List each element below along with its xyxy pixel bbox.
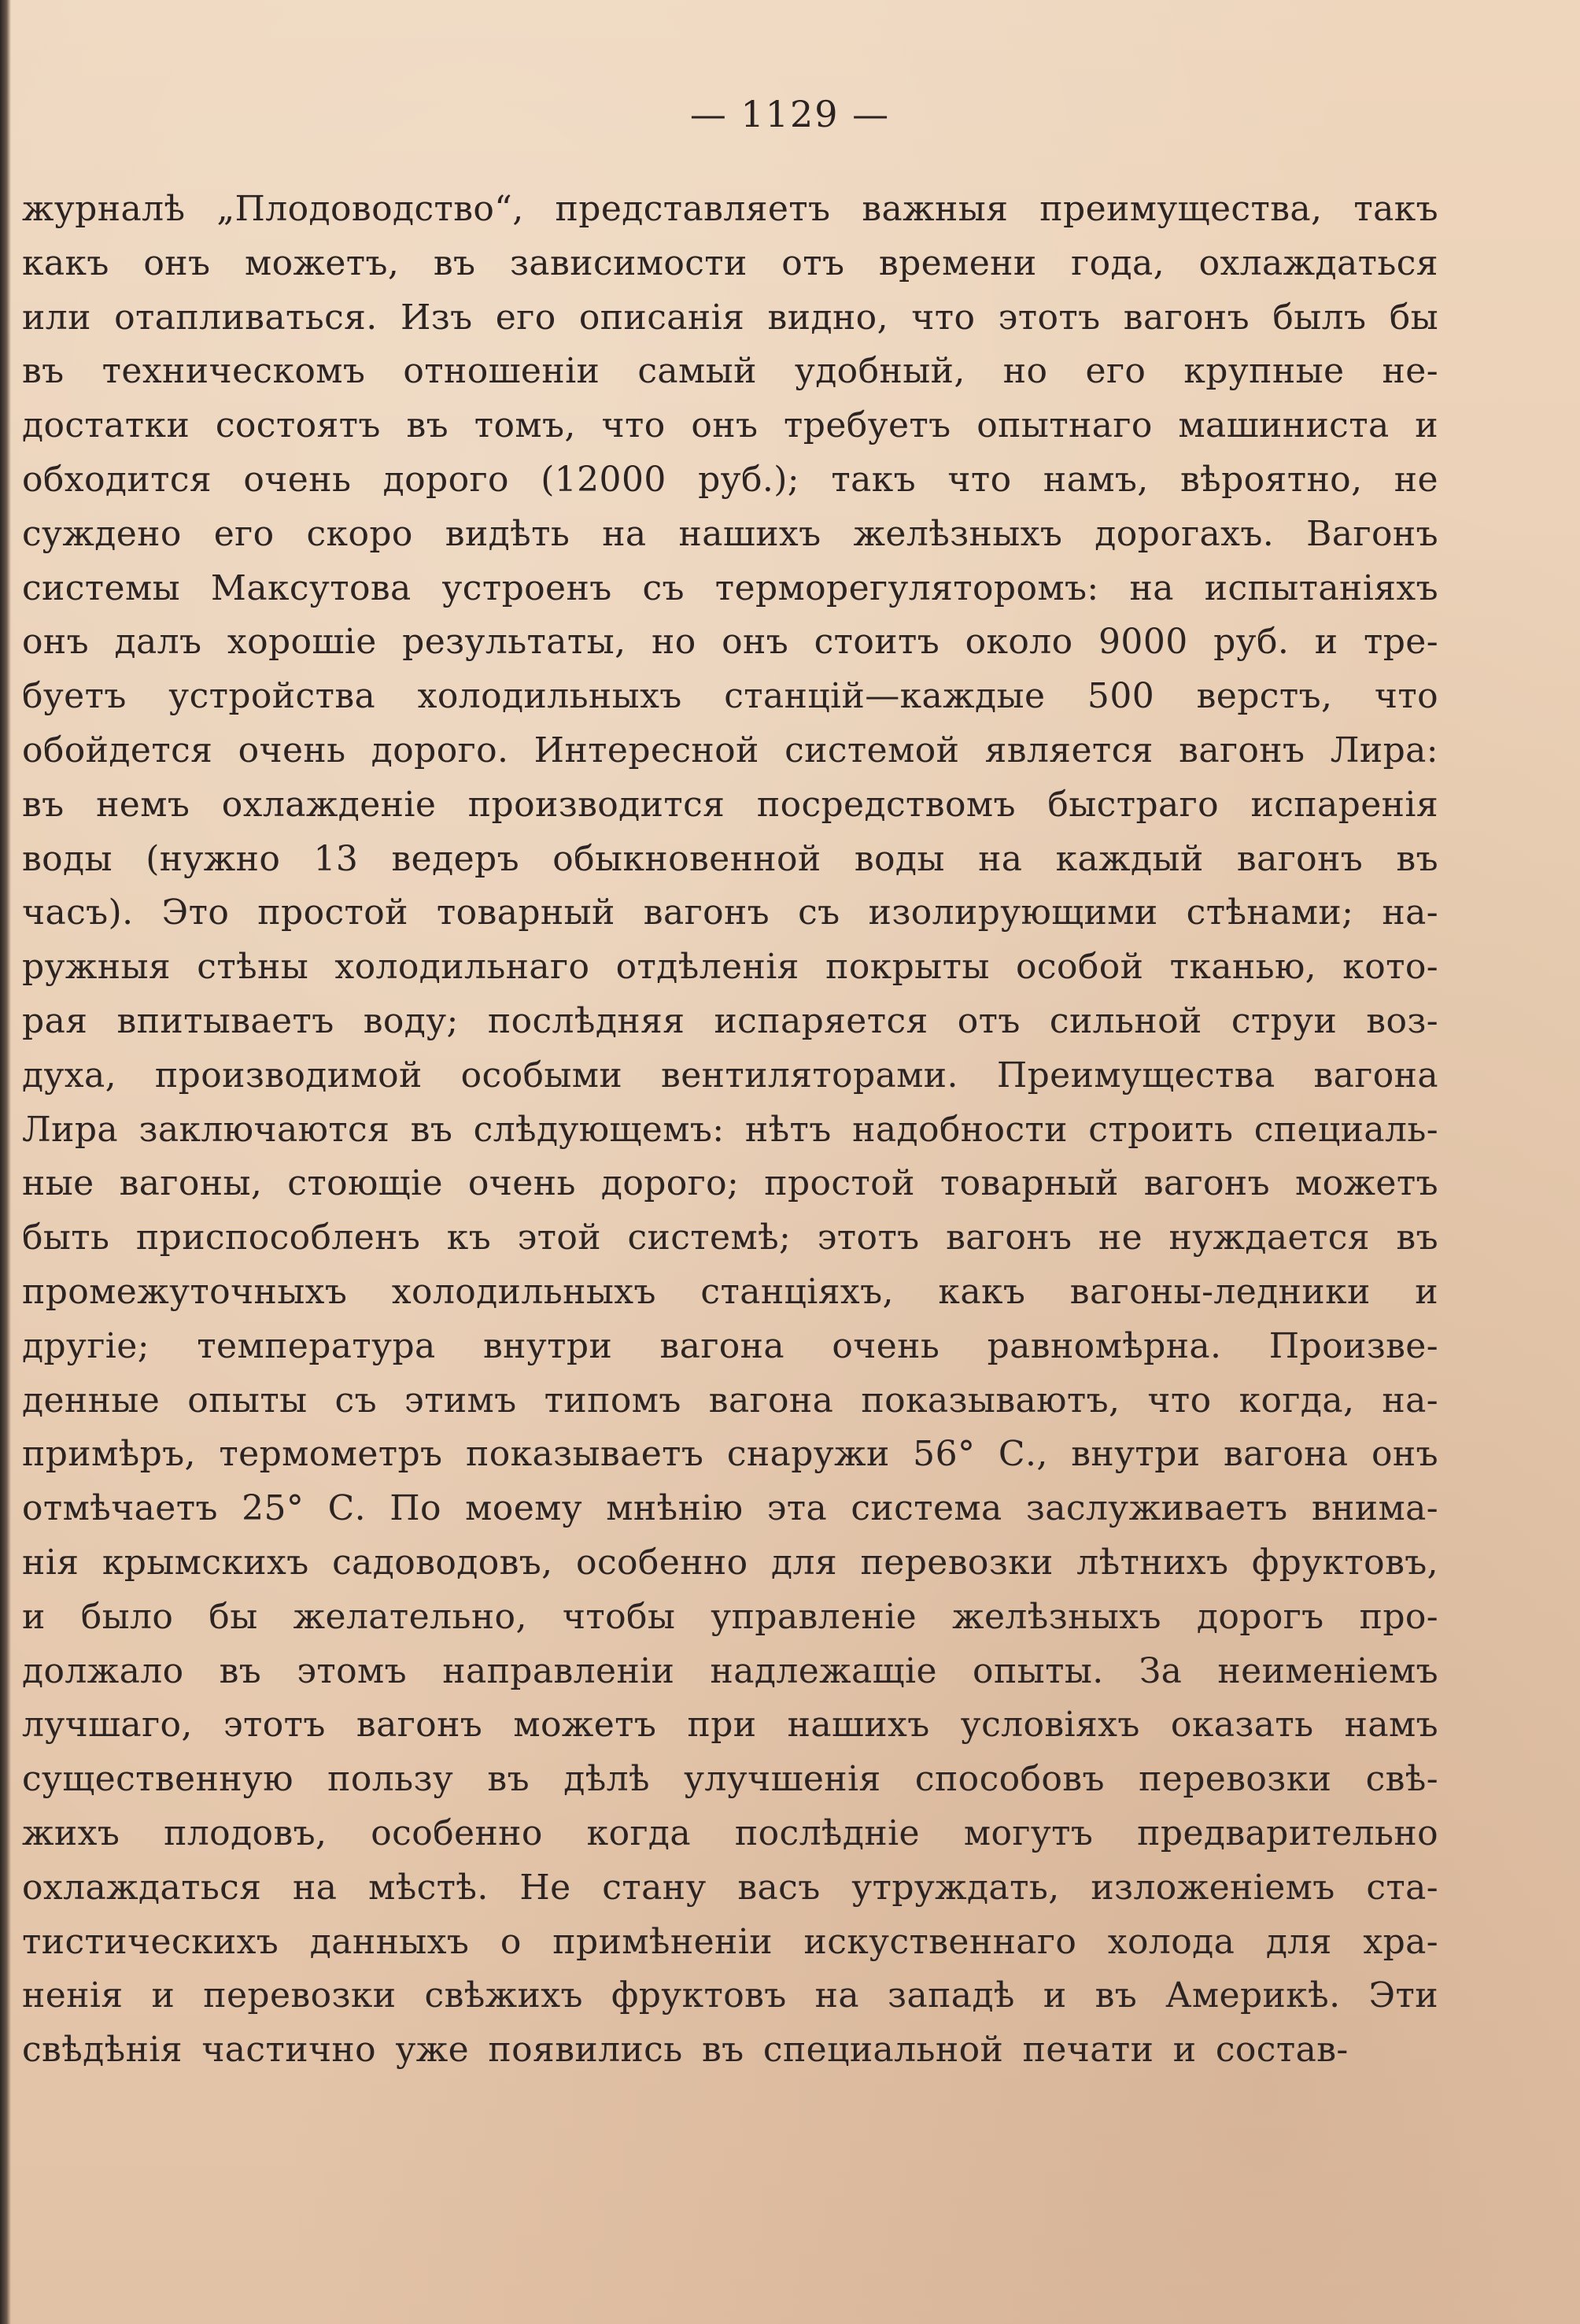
page-number: — 1129 — [689, 93, 891, 135]
text-line: духа, производимой особыми вентиляторами. Преимущества вагона [22, 1055, 1438, 1095]
page-binding-edge [0, 0, 11, 2324]
text-line: часъ). Это простой товарный вагонъ съ изолирующими стѣнами; на- [22, 892, 1438, 933]
text-line: лучшаго, этотъ вагонъ можетъ при нашихъ условіяхъ оказать намъ [22, 1705, 1439, 1746]
text-line: журналѣ „Плодоводство“, представляетъ важныя преимущества, такъ [22, 189, 1439, 229]
text-line: быть приспособленъ къ этой системѣ; этотъ вагонъ не нуждается въ [22, 1217, 1438, 1258]
body-text [22, 183, 1438, 2078]
text-line: и было бы желательно, чтобы управленіе желѣзныхъ дорогъ про- [22, 1596, 1439, 1637]
text-line: свѣдѣнія частично уже появились въ специальной печати и состав- [22, 2030, 1349, 2071]
text-line: воды (нужно 13 ведеръ обыкновенной воды на каждый вагонъ въ [22, 838, 1438, 879]
text-line: должало въ этомъ направленіи надлежащіе опыты. За неименіемъ [22, 1650, 1439, 1691]
text-line: промежуточныхъ холодильныхъ станціяхъ, какъ вагоны-ледники и [22, 1271, 1438, 1312]
text-line: обойдется очень дорого. Интересной системой является вагонъ Лира: [22, 730, 1439, 770]
text-line: жихъ плодовъ, особенно когда послѣдніе могутъ предварительно [22, 1812, 1438, 1853]
text-line: ружныя стѣны холодильнаго отдѣленія покрыты особой тканью, кото- [22, 947, 1438, 988]
text-line: онъ далъ хорошіе результаты, но онъ стоитъ около 9000 руб. и тре- [22, 622, 1438, 663]
text-line: Лира заключаются въ слѣдующемъ: нѣтъ надобности строить специаль- [22, 1109, 1439, 1150]
text-line: системы Максутова устроенъ съ терморегуляторомъ: на испытаніяхъ [22, 567, 1438, 608]
text-line: суждено его скоро видѣть на нашихъ желѣзныхъ дорогахъ. Вагонъ [22, 513, 1438, 554]
text-line: или отапливаться. Изъ его описанія видно, что этотъ вагонъ былъ бы [22, 297, 1438, 338]
text-line: обходится очень дорого (12000 руб.); такъ что намъ, вѣроятно, не [22, 459, 1438, 500]
text-line: охлаждаться на мѣстѣ. Не стану васъ утруждать, изложеніемъ ста- [22, 1867, 1439, 1908]
text-line: нія крымскихъ садоводовъ, особенно для перевозки лѣтнихъ фруктовъ, [22, 1542, 1439, 1583]
text-line: тистическихъ данныхъ о примѣненіи искуственнаго холода для хра- [22, 1921, 1439, 1962]
text-line: существенную пользу въ дѣлѣ улучшенія способовъ перевозки свѣ- [22, 1759, 1438, 1800]
text-line: другіе; температура внутри вагона очень равномѣрна. Произве- [22, 1325, 1439, 1366]
text-line: отмѣчаетъ 25° С. По моему мнѣнію эта система заслуживаетъ внима- [22, 1488, 1438, 1529]
text-line: ненія и перевозки свѣжихъ фруктовъ на западѣ и въ Америкѣ. Эти [22, 1975, 1439, 2016]
text-line: буетъ устройства холодильныхъ станцій—каждые 500 верстъ, что [22, 676, 1439, 717]
text-line: какъ онъ можетъ, въ зависимости отъ времени года, охлаждаться [22, 242, 1438, 283]
text-line: въ техническомъ отношеніи самый удобный, но его крупные не- [22, 351, 1438, 392]
text-line: ные вагоны, стоющіе очень дорого; простой товарный вагонъ можетъ [22, 1163, 1438, 1204]
text-line: денные опыты съ этимъ типомъ вагона показываютъ, что когда, на- [22, 1380, 1439, 1421]
text-line: достатки состоятъ въ томъ, что онъ требуетъ опытнаго машиниста и [22, 405, 1439, 446]
text-line: рая впитываетъ воду; послѣдняя испаряется отъ сильной струи воз- [22, 1000, 1439, 1041]
text-line: въ немъ охлажденіе производится посредствомъ быстраго испаренія [22, 784, 1438, 825]
text-line: примѣръ, термометръ показываетъ снаружи 56° С., внутри вагона онъ [22, 1434, 1438, 1475]
